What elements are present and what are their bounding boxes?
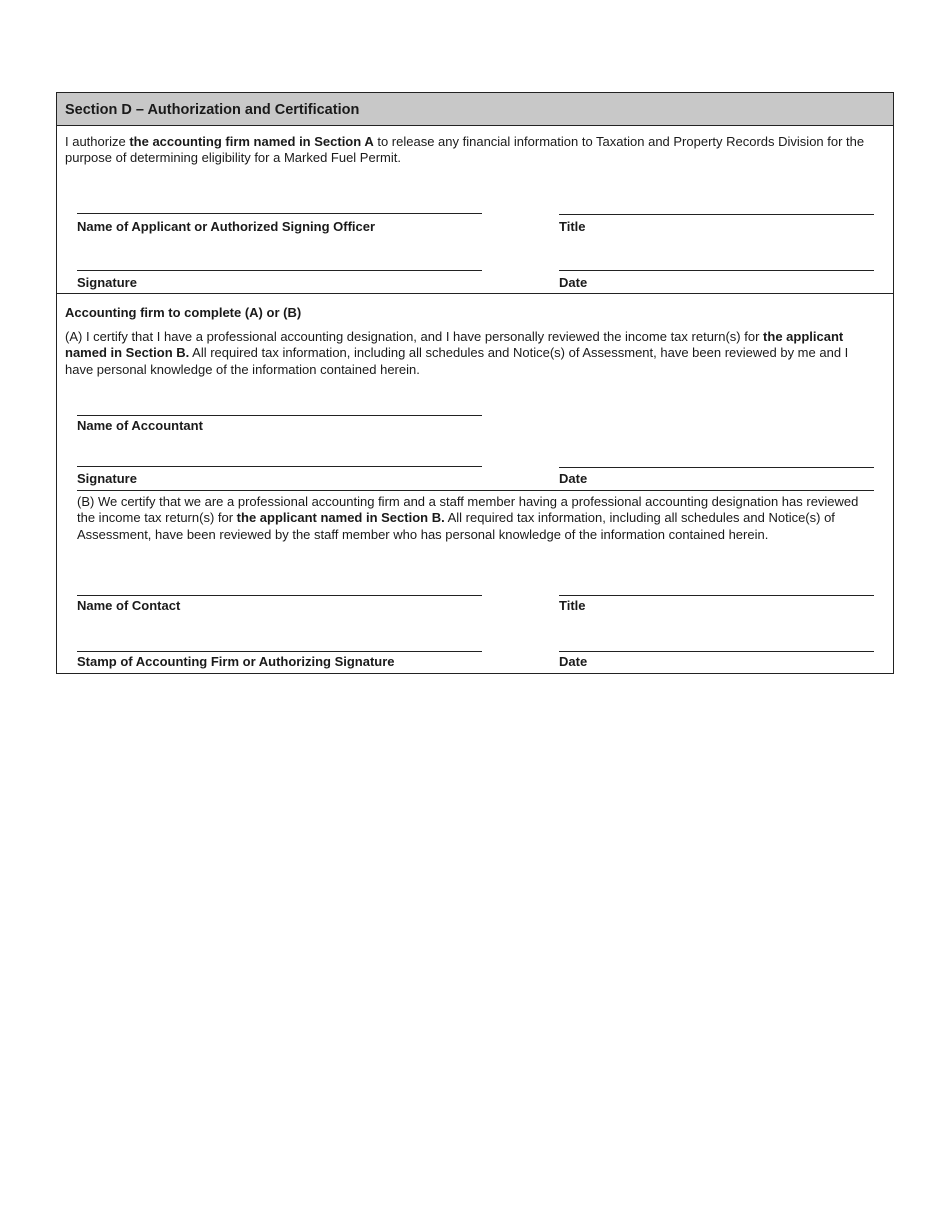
section-d-title: Section D – Authorization and Certification bbox=[65, 102, 360, 118]
option-divider bbox=[77, 490, 874, 491]
accountant-date-label: Date bbox=[559, 471, 588, 486]
contact-name-label: Name of Contact bbox=[77, 598, 181, 613]
option-a-statement: (A) I certify that I have a professional accounting designation, and I have personally reviewed the income tax return(s) for the applicant named in Section B. All required tax information, including all schedules and Notice(s) of Assessment, have been reviewed by me and I have personal knowledge of the information contained herein. bbox=[65, 329, 849, 377]
applicant-name-line[interactable] bbox=[77, 213, 482, 214]
stamp-signature-line[interactable] bbox=[77, 651, 482, 652]
section-d-form bbox=[56, 92, 894, 674]
applicant-date-label: Date bbox=[559, 275, 588, 290]
accountant-name-label: Name of Accountant bbox=[77, 418, 203, 433]
authorization-statement: I authorize the accounting firm named in Section A to release any financial information to Taxation and Property Records Division for the purpose of determining eligibility for a Marked Fuel Permit. bbox=[65, 134, 865, 166]
stamp-signature-label: Stamp of Accounting Firm or Authorizing Signature bbox=[77, 654, 395, 669]
option-b-statement: (B) We certify that we are a professional accounting firm and a staff member having a professional accounting designation has reviewed the income tax return(s) for the applicant named in Section B. All required tax information, including all schedules and Notice(s) of Assessment, have been reviewed by the staff member who has personal knowledge of the information contained herein. bbox=[77, 494, 859, 542]
applicant-signature-label: Signature bbox=[77, 275, 137, 290]
applicant-title-line[interactable] bbox=[559, 214, 874, 215]
accountant-signature-line[interactable] bbox=[77, 466, 482, 467]
contact-name-line[interactable] bbox=[77, 595, 482, 596]
applicant-name-label: Name of Applicant or Authorized Signing Officer bbox=[77, 219, 376, 234]
firm-date-label: Date bbox=[559, 654, 588, 669]
applicant-date-line[interactable] bbox=[559, 270, 874, 271]
contact-title-label: Title bbox=[559, 598, 586, 613]
applicant-title-label: Title bbox=[559, 219, 586, 234]
firm-date-line[interactable] bbox=[559, 651, 874, 652]
section-divider bbox=[57, 293, 893, 294]
contact-title-line[interactable] bbox=[559, 595, 874, 596]
accounting-firm-heading: Accounting firm to complete (A) or (B) bbox=[65, 305, 302, 320]
applicant-signature-line[interactable] bbox=[77, 270, 482, 271]
accountant-date-line[interactable] bbox=[559, 467, 874, 468]
section-d-header bbox=[57, 93, 893, 126]
accountant-signature-label: Signature bbox=[77, 471, 137, 486]
accountant-name-line[interactable] bbox=[77, 415, 482, 416]
